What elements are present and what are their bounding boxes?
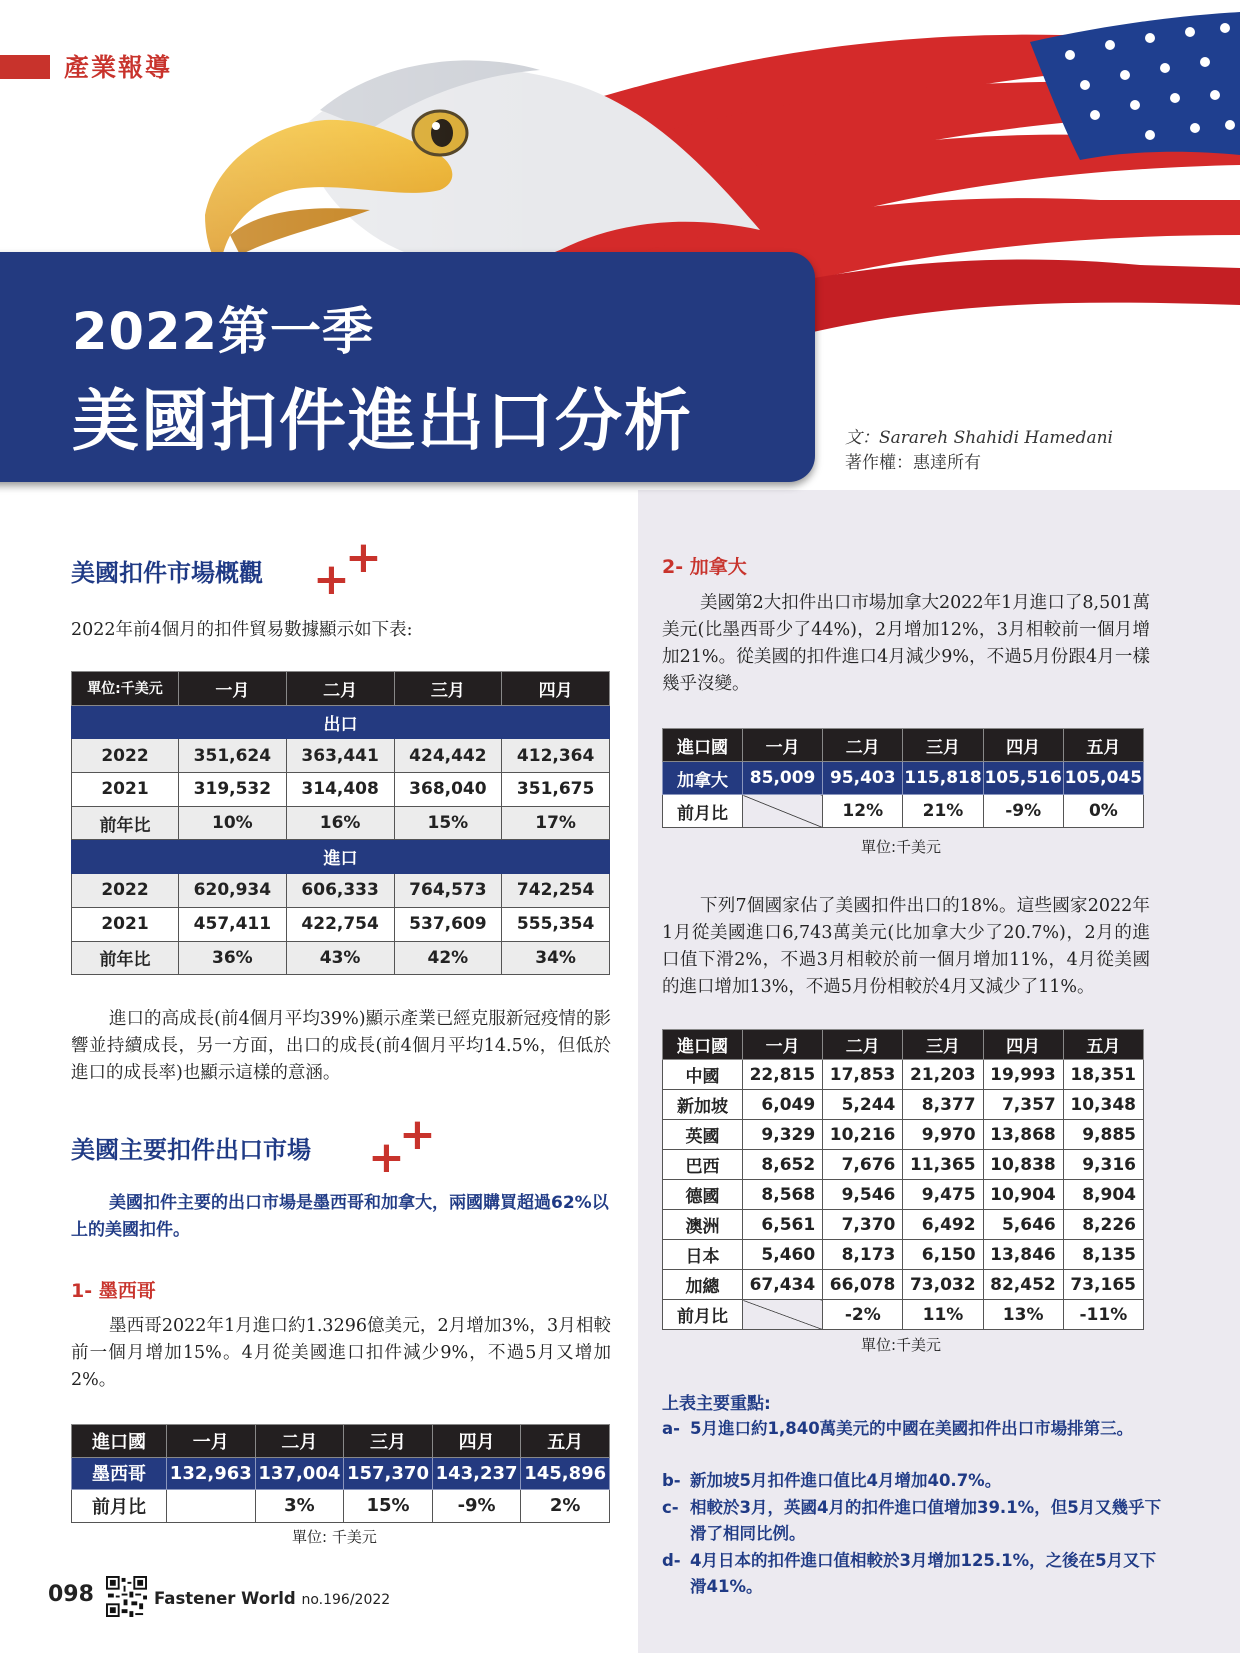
table-cell: 5,646 — [983, 1210, 1063, 1240]
table-cell: 73,165 — [1063, 1270, 1143, 1300]
table-cell: 加總 — [663, 1270, 743, 1300]
keypoint-marker: b- — [662, 1471, 681, 1490]
page-number: 098 — [48, 1582, 94, 1607]
table-cell: 19,993 — [983, 1060, 1063, 1090]
table-cell: -2% — [823, 1300, 903, 1330]
table-row — [72, 1490, 610, 1523]
table-cell: 7,357 — [983, 1090, 1063, 1120]
table-cell: 2022 — [72, 874, 179, 908]
footer-brand-name: Fastener World — [154, 1589, 296, 1608]
table-row — [663, 1090, 1144, 1120]
table-row — [72, 874, 610, 908]
table-cell: 6,492 — [903, 1210, 983, 1240]
section-row-export: 出口 — [72, 705, 610, 739]
table-header-row — [72, 1425, 610, 1458]
canada-paragraph: 美國第2大扣件出口市場加拿大2022年1月進口了8,501萬美元(比墨西哥少了44%)，2月增加12%，3月相較前一個月增加21%。從美國的扣件進口4月減少9%，不過5月份跟4月一樣幾乎沒變。 — [662, 593, 1150, 694]
keypoint-text: 新加坡5月扣件進口值比4月增加40.7%。 — [690, 1471, 1002, 1490]
table-row — [663, 1060, 1144, 1090]
keypoint-marker: c- — [662, 1498, 679, 1517]
seven-countries-paragraph: 下列7個國家佔了美國扣件出口的18%。這些國家2022年1月從美國進口6,743萬美元(比加拿大少了20.7%)，2月的進口值下滑2%，不過3月相較於前一個月增加11%，4月從美國的進口增加13%，不過5月份相較於4月又減少了11%。 — [662, 896, 1150, 997]
section-row-import: 進口 — [72, 840, 610, 874]
mexico-heading: 1- 墨西哥 — [71, 1280, 156, 1302]
keypoint-marker: d- — [662, 1551, 681, 1570]
table-cell: 66,078 — [823, 1270, 903, 1300]
qr-code-icon — [106, 1576, 147, 1617]
table-cell: 17,853 — [823, 1060, 903, 1090]
table-cell: 9,475 — [903, 1180, 983, 1210]
table-cell: 42% — [394, 941, 502, 975]
table-cell: 11,365 — [903, 1150, 983, 1180]
table-cell: 73,032 — [903, 1270, 983, 1300]
table-cell: 43% — [286, 941, 394, 975]
table-cell: 10,904 — [983, 1180, 1063, 1210]
table-cell: 加拿大 — [663, 762, 743, 795]
export-markets-lead: 美國扣件主要的出口市場是墨西哥和加拿大，兩國購買超過62%以上的美國扣件。 — [71, 1193, 609, 1240]
table-cell: 143,237 — [432, 1457, 521, 1490]
table-cell: 34% — [502, 941, 610, 975]
byline-copyright: 著作權：惠達所有 — [845, 453, 981, 473]
byline-author: 文：Sarareh Shahidi Hamedani — [845, 428, 1113, 448]
table-row — [663, 1210, 1144, 1240]
table-cell: 12% — [823, 795, 903, 828]
table-cell: 6,049 — [743, 1090, 823, 1120]
table-cell: 9,885 — [1063, 1120, 1143, 1150]
table-header-row — [663, 729, 1144, 762]
table-cell: 8,135 — [1063, 1240, 1143, 1270]
mexico-unit: 單位: 千美元 — [292, 1528, 377, 1546]
table-cell: 82,452 — [983, 1270, 1063, 1300]
table-header: 三月 — [903, 729, 983, 762]
table-cell: 2021 — [72, 907, 179, 941]
table-cell: 137,004 — [255, 1457, 344, 1490]
table-cell: 10% — [179, 806, 287, 840]
table-row — [663, 1180, 1144, 1210]
section-heading-export-markets: 美國主要扣件出口市場 — [71, 1136, 311, 1164]
table-cell — [743, 795, 823, 828]
table-row — [72, 739, 610, 773]
table-cell: 145,896 — [521, 1457, 610, 1490]
seven-countries-unit: 單位:千美元 — [861, 1336, 942, 1354]
table-header: 單位:千美元 — [72, 672, 179, 706]
table-cell: 21% — [903, 795, 983, 828]
table-cell: 前年比 — [72, 806, 179, 840]
table-cell: 9,970 — [903, 1120, 983, 1150]
table-header: 二月 — [286, 672, 394, 706]
table-cell: 319,532 — [179, 773, 287, 807]
mexico-paragraph: 墨西哥2022年1月進口約1.3296億美元，2月增加3%，3月相較前一個月增加15%。4月從美國進口扣件減少9%，不過5月又增加2%。 — [71, 1316, 611, 1390]
footer-issue: no.196/2022 — [301, 1592, 391, 1608]
keypoint-text: 5月進口約1,840萬美元的中國在美國扣件出口市場排第三。 — [690, 1419, 1134, 1438]
title-line-2: 美國扣件進出口分析 — [72, 382, 693, 460]
table-cell: 457,411 — [179, 907, 287, 941]
table-cell: 424,442 — [394, 739, 502, 773]
table-row — [663, 1300, 1144, 1330]
table-cell: 555,354 — [502, 907, 610, 941]
table-cell: 368,040 — [394, 773, 502, 807]
table-cell: 13% — [983, 1300, 1063, 1330]
table-row — [663, 1240, 1144, 1270]
table-cell: 620,934 — [179, 874, 287, 908]
table-row — [72, 907, 610, 941]
table-cell: 10,348 — [1063, 1090, 1143, 1120]
table-cell: 22,815 — [743, 1060, 823, 1090]
table-cell: 10,216 — [823, 1120, 903, 1150]
table-cell: 85,009 — [743, 762, 823, 795]
keypoint-item — [662, 1468, 1170, 1494]
table-cell: 5,244 — [823, 1090, 903, 1120]
table-cell: 澳洲 — [663, 1210, 743, 1240]
table-cell: 前月比 — [72, 1490, 167, 1523]
table-cell: 8,377 — [903, 1090, 983, 1120]
keypoint-text: 4月日本的扣件進口值相較於3月增加125.1%，之後在5月又下滑41%。 — [690, 1551, 1157, 1596]
plus-icon: + — [399, 1109, 436, 1160]
table-cell: 18,351 — [1063, 1060, 1143, 1090]
table-header: 五月 — [521, 1425, 610, 1458]
table-cell: 412,364 — [502, 739, 610, 773]
table-cell: -9% — [983, 795, 1063, 828]
table-header-row — [72, 672, 610, 706]
table-cell: 105,516 — [983, 762, 1063, 795]
table-cell: 115,818 — [903, 762, 983, 795]
table-cell: 16% — [286, 806, 394, 840]
table-row — [663, 1120, 1144, 1150]
table-cell: 15% — [344, 1490, 433, 1523]
table-row — [663, 795, 1144, 828]
table-cell: 15% — [394, 806, 502, 840]
table-cell: 8,904 — [1063, 1180, 1143, 1210]
table-cell: 2% — [521, 1490, 610, 1523]
table-cell: 8,568 — [743, 1180, 823, 1210]
table-cell: 2021 — [72, 773, 179, 807]
table-header: 三月 — [903, 1030, 983, 1060]
footer-brand — [154, 1589, 390, 1608]
table-header: 四月 — [502, 672, 610, 706]
table-row — [72, 941, 610, 975]
table-cell: 132,963 — [167, 1457, 256, 1490]
table-cell: 德國 — [663, 1180, 743, 1210]
table-cell: 5,460 — [743, 1240, 823, 1270]
table-cell: 前年比 — [72, 941, 179, 975]
keypoint-item — [662, 1495, 1170, 1546]
table-cell: 巴西 — [663, 1150, 743, 1180]
table-cell: 742,254 — [502, 874, 610, 908]
table-cell: 7,676 — [823, 1150, 903, 1180]
table-cell: 8,652 — [743, 1150, 823, 1180]
overview-paragraph: 進口的高成長(前4個月平均39%)顯示產業已經克服新冠疫情的影響並持續成長，另一方面，出口的成長(前4個月平均14.5%，但低於進口的成長率)也顯示這樣的意涵。 — [71, 1009, 611, 1083]
table-row — [663, 762, 1144, 795]
table-cell: 中國 — [663, 1060, 743, 1090]
keypoints-title: 上表主要重點: — [662, 1394, 771, 1414]
table-cell: 9,316 — [1063, 1150, 1143, 1180]
table-cell — [743, 1300, 823, 1330]
section-label: 產業報導 — [64, 53, 173, 82]
table-cell: 17% — [502, 806, 610, 840]
table-header: 一月 — [167, 1425, 256, 1458]
table-cell: 6,561 — [743, 1210, 823, 1240]
table-header: 二月 — [823, 729, 903, 762]
table-cell: 36% — [179, 941, 287, 975]
table-cell: 10,838 — [983, 1150, 1063, 1180]
table-header: 一月 — [743, 1030, 823, 1060]
table-row — [72, 773, 610, 807]
table-cell: 9,329 — [743, 1120, 823, 1150]
table-header: 進口國 — [663, 1030, 743, 1060]
table-cell: 前月比 — [663, 1300, 743, 1330]
table-cell: 67,434 — [743, 1270, 823, 1300]
table-cell: 764,573 — [394, 874, 502, 908]
table-header: 三月 — [394, 672, 502, 706]
table-header: 進口國 — [663, 729, 743, 762]
table-cell: 21,203 — [903, 1060, 983, 1090]
table-cell: 7,370 — [823, 1210, 903, 1240]
mexico-table — [71, 1424, 610, 1523]
keypoint-item — [662, 1548, 1170, 1599]
plus-icon: + — [313, 554, 350, 605]
table-header: 一月 — [179, 672, 287, 706]
canada-unit: 單位:千美元 — [861, 838, 942, 856]
table-header: 進口國 — [72, 1425, 167, 1458]
table-cell: 422,754 — [286, 907, 394, 941]
table-header: 四月 — [983, 1030, 1063, 1060]
plus-icon: + — [345, 532, 382, 583]
table-cell: 墨西哥 — [72, 1457, 167, 1490]
table-row — [72, 806, 610, 840]
table-cell: 606,333 — [286, 874, 394, 908]
table-cell: 9,546 — [823, 1180, 903, 1210]
keypoint-item — [662, 1416, 1170, 1442]
table-header: 五月 — [1063, 1030, 1143, 1060]
table-header: 二月 — [255, 1425, 344, 1458]
table-header-row — [663, 1030, 1144, 1060]
table-cell: 351,624 — [179, 739, 287, 773]
keypoint-marker: a- — [662, 1419, 680, 1438]
table-cell: 日本 — [663, 1240, 743, 1270]
plus-icon: + — [368, 1132, 405, 1183]
table-header: 五月 — [1063, 729, 1143, 762]
table-cell: 6,150 — [903, 1240, 983, 1270]
table-cell: 前月比 — [663, 795, 743, 828]
table-cell: -11% — [1063, 1300, 1143, 1330]
table-row — [72, 1457, 610, 1490]
table-cell: 13,846 — [983, 1240, 1063, 1270]
canada-table — [662, 728, 1144, 828]
title-line-1: 2022第一季 — [72, 303, 374, 362]
section-tag-bar — [0, 55, 50, 79]
table-cell — [167, 1490, 256, 1523]
table-header: 二月 — [823, 1030, 903, 1060]
table-cell: 0% — [1063, 795, 1143, 828]
table-cell: 3% — [255, 1490, 344, 1523]
table-cell: 2022 — [72, 739, 179, 773]
keypoint-text: 相較於3月，英國4月的扣件進口值增加39.1%，但5月又幾乎下滑了相同比例。 — [690, 1498, 1162, 1543]
table-cell: 新加坡 — [663, 1090, 743, 1120]
seven-countries-table — [662, 1029, 1144, 1330]
overview-intro: 2022年前4個月的扣件貿易數據顯示如下表: — [71, 620, 413, 640]
table-cell: 537,609 — [394, 907, 502, 941]
table-header: 四月 — [432, 1425, 521, 1458]
table-cell: 363,441 — [286, 739, 394, 773]
table-cell: 105,045 — [1063, 762, 1143, 795]
table-cell: 157,370 — [344, 1457, 433, 1490]
table-cell: 13,868 — [983, 1120, 1063, 1150]
table-cell: 8,226 — [1063, 1210, 1143, 1240]
canada-heading: 2- 加拿大 — [662, 556, 747, 578]
table-cell: 314,408 — [286, 773, 394, 807]
table-row-total — [663, 1270, 1144, 1300]
table-header: 四月 — [983, 729, 1063, 762]
table-cell: 11% — [903, 1300, 983, 1330]
section-heading-overview: 美國扣件市場概觀 — [71, 559, 263, 587]
table-cell: 95,403 — [823, 762, 903, 795]
table-cell: 英國 — [663, 1120, 743, 1150]
table-cell: -9% — [432, 1490, 521, 1523]
table-row — [663, 1150, 1144, 1180]
table-header: 一月 — [743, 729, 823, 762]
trade-table — [71, 671, 610, 975]
table-cell: 8,173 — [823, 1240, 903, 1270]
table-cell: 351,675 — [502, 773, 610, 807]
table-header: 三月 — [344, 1425, 433, 1458]
